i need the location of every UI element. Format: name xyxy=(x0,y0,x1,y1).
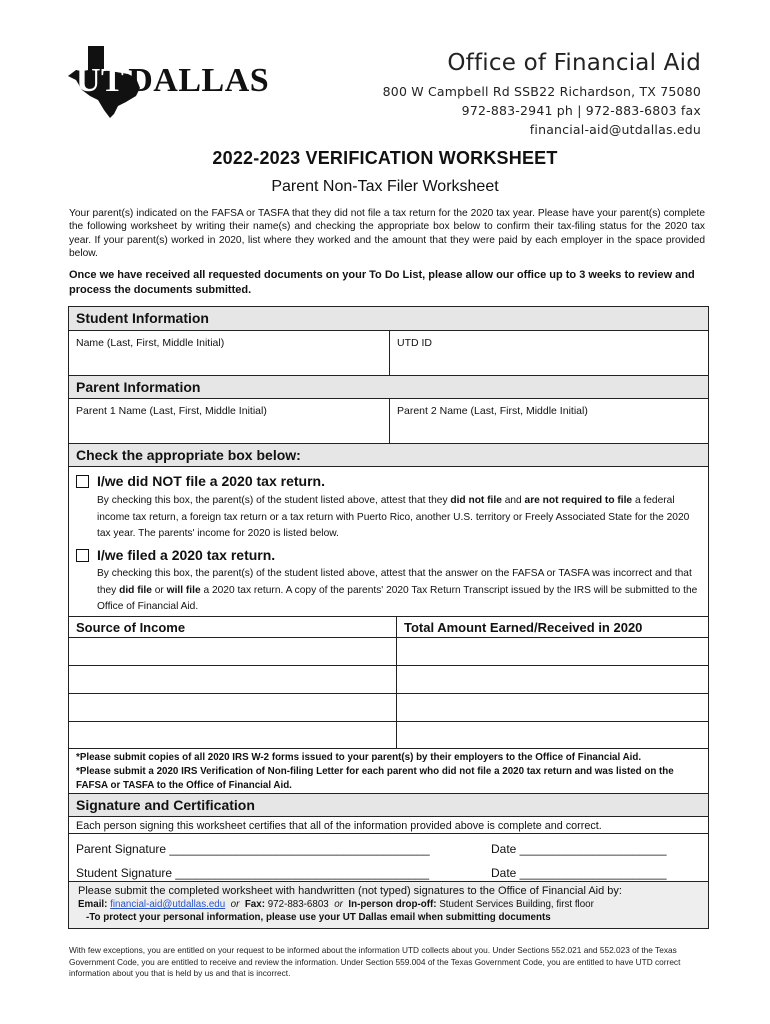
desc-bold: did file xyxy=(119,584,152,596)
fax-label: Fax: xyxy=(244,899,265,910)
parent2-name-field[interactable] xyxy=(390,399,708,443)
signature-heading: Signature and Certification xyxy=(69,793,708,817)
processing-notice: Once we have received all requested documents on your To Do List, please allow our office up to 3 weeks to review and process the documents submitted. xyxy=(69,269,695,296)
parent-signature-line[interactable]: Parent Signature _______________________________________ xyxy=(76,842,430,856)
filed-description xyxy=(97,566,702,616)
student-name-label: Name (Last, First, Middle Initial) xyxy=(76,337,225,349)
office-title: Office of Financial Aid xyxy=(447,50,701,76)
office-address: 800 W Campbell Rd SSB22 Richardson, TX 75080 xyxy=(382,84,701,99)
income-source-input-2[interactable] xyxy=(69,666,396,693)
student-date-line[interactable]: Date ______________________ xyxy=(491,866,667,880)
certify-statement: Each person signing this worksheet certifies that all of the information provided above is complete and correct. xyxy=(76,820,602,832)
or-text: or xyxy=(230,899,240,910)
non-filing-letter-note: *Please submit a 2020 IRS Verification of Non-filing Letter for each parent who did not file a 2020 tax return and was listed on the FAFSA or TASFA to the Office of Financial Aid. xyxy=(76,766,674,791)
parent-info-heading: Parent Information xyxy=(69,375,708,399)
document-subtitle: Parent Non-Tax Filer Worksheet xyxy=(271,178,499,195)
filed-checkbox[interactable] xyxy=(76,549,89,562)
logo-dallas: DALLAS xyxy=(128,62,270,99)
office-contact-block xyxy=(383,50,701,139)
income-source-input-4[interactable] xyxy=(69,722,396,748)
divider xyxy=(69,833,708,834)
office-phones: 972-883-2941 ph | 972-883-6803 fax xyxy=(461,103,701,118)
desc-bold: did not file xyxy=(450,495,502,506)
or-text: or xyxy=(334,899,343,910)
office-email: financial-aid@utdallas.edu xyxy=(529,122,701,137)
privacy-footer: With few exceptions, you are entitled on your request to be informed about the information UTD collects about you. Under Sections 552.021 and 552.023 of the Texas Government Code, you are entitled to receive and review the information. Under Section 559.004 of the Texas Government Code, you are entitled to have UTD correct information about you that is held by us and that is incorrect. xyxy=(69,945,681,978)
intro-paragraph: Your parent(s) indicated on the FAFSA or TASFA that they did not file a tax return for the 2020 tax year. Please have your parent(s) complete the following worksheet by writing their name(s) and checking the appropriate box below to confirm their tax-filing status for the 2020 tax year. If your parent(s) worked in 2020, list where they worked and the amount that they were paid by each employer in the space provided below. xyxy=(69,208,705,260)
dropoff-location: Student Services Building, first floor xyxy=(439,899,594,910)
divider xyxy=(69,748,708,749)
w2-note: *Please submit copies of all 2020 IRS W-2 forms issued to your parent(s) by their employers to the Office of Financial Aid. xyxy=(76,752,642,763)
dropoff-label: In-person drop-off: xyxy=(348,899,437,910)
student-name-field[interactable] xyxy=(69,331,389,378)
income-amount-input-4[interactable] xyxy=(397,722,709,748)
check-box-heading: Check the appropriate box below: xyxy=(69,443,708,467)
parent1-name-label: Parent 1 Name (Last, First, Middle Initial) xyxy=(76,405,267,417)
desc-text: By checking this box, the parent(s) of the student listed above, attest that they xyxy=(97,495,451,506)
document-title: 2022-2023 VERIFICATION WORKSHEET xyxy=(212,148,558,168)
fax-number: 972-883-6803 xyxy=(267,899,329,910)
parent-date-line[interactable]: Date ______________________ xyxy=(491,842,667,856)
student-signature-line[interactable]: Student Signature ______________________________________ xyxy=(76,866,430,880)
source-of-income-header: Source of Income xyxy=(76,620,186,635)
desc-text: a 2020 tax return. A copy of the parents' 2020 Tax Return Transcript issued by the IRS will be submitted to the Office of Financial Aid. xyxy=(97,584,698,612)
logo-wordmark xyxy=(74,62,269,100)
desc-bold: will file xyxy=(166,584,201,596)
desc-text: and xyxy=(501,495,525,506)
submit-instruction: Please submit the completed worksheet with handwritten (not typed) signatures to the Office of Financial Aid by: xyxy=(78,885,622,897)
worksheet-form xyxy=(68,306,709,929)
submission-instructions xyxy=(69,881,708,928)
utd-id-label: UTD ID xyxy=(397,337,432,349)
email-label: Email: xyxy=(78,899,108,910)
option-did-not-file[interactable] xyxy=(76,473,325,489)
privacy-note: -To protect your personal information, please use your UT Dallas email when submitting documents xyxy=(86,912,551,923)
did-not-file-label: I/we did NOT file a 2020 tax return. xyxy=(97,473,325,489)
did-not-file-description xyxy=(97,493,702,543)
email-link[interactable]: financial-aid@utdallas.edu xyxy=(110,899,226,910)
desc-bold: are not required to file xyxy=(524,495,633,506)
total-amount-header: Total Amount Earned/Received in 2020 xyxy=(404,620,643,635)
option-filed[interactable] xyxy=(76,547,275,563)
student-info-heading: Student Information xyxy=(69,307,708,331)
utd-id-field[interactable] xyxy=(390,331,708,378)
income-amount-input-3[interactable] xyxy=(397,694,709,721)
submit-methods xyxy=(78,898,699,911)
parent2-name-label: Parent 2 Name (Last, First, Middle Initial) xyxy=(397,405,588,417)
income-source-input-3[interactable] xyxy=(69,694,396,721)
desc-text: By checking this box, the parent(s) of the student listed above, attest that the answer on the FAFSA or TASFA was incorrect and that they xyxy=(97,568,692,596)
desc-text: a federal income tax return, a foreign tax return or a tax return with Puerto Rico, another U.S. territory or Freely Associated State for the 2020 tax year. The parents' income for 2020 is listed below. xyxy=(97,495,690,539)
did-not-file-checkbox[interactable] xyxy=(76,475,89,488)
income-source-input-1[interactable] xyxy=(69,638,396,665)
income-amount-input-2[interactable] xyxy=(397,666,709,693)
logo-ut: UT xyxy=(76,62,125,99)
parent1-name-field[interactable] xyxy=(69,399,389,443)
income-amount-input-1[interactable] xyxy=(397,638,709,665)
desc-text: or xyxy=(151,584,167,596)
filed-label: I/we filed a 2020 tax return. xyxy=(97,547,276,563)
